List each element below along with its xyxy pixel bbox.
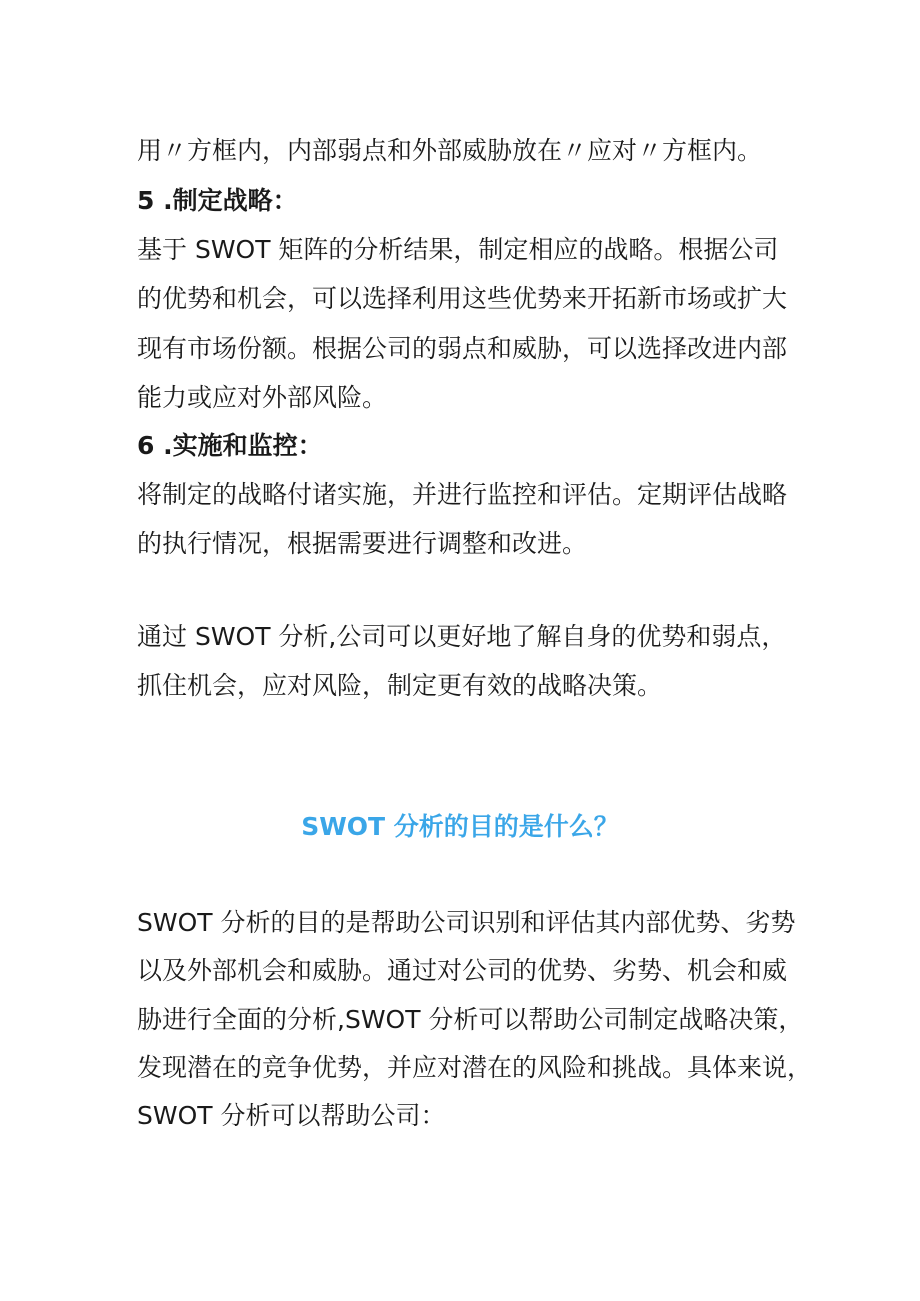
paragraph-line: 用〃方框内，内部弱点和外部威胁放在〃应对〃方框内。 [137,136,763,165]
paragraph-line: 基于 SWOT 矩阵的分析结果，制定相应的战略。根据公司 [137,235,779,264]
summary-line: 抓住机会，应对风险，制定更有效的战略决策。 [137,671,663,700]
paragraph-line: 的执行情况，根据需要进行调整和改进。 [137,529,588,558]
section-paragraph-line: 胁进行全面的分析,SWOT 分析可以帮助公司制定战略决策， [137,1005,804,1034]
section-paragraph-line: 发现潜在的竞争优势，并应对潜在的风险和挑战。具体来说， [137,1053,813,1082]
paragraph-line: 的优势和机会，可以选择利用这些优势来开拓新市场或扩大 [137,284,788,313]
section-paragraph-line: SWOT 分析可以帮助公司： [137,1101,446,1130]
paragraph-line: 现有市场份额。根据公司的弱点和威胁，可以选择改进内部 [137,334,788,363]
section-paragraph-line: SWOT 分析的目的是帮助公司识别和评估其内部优势、劣势 [137,908,796,937]
section-title: SWOT 分析的目的是什么？ [301,812,619,841]
paragraph-line: 能力或应对外部风险。 [137,383,388,412]
step-heading-implement: 6 .实施和监控： [137,431,323,460]
summary-line: 通过 SWOT 分析,公司可以更好地了解自身的优势和弱点， [137,622,787,651]
step-heading-strategy: 5 .制定战略： [137,186,298,215]
paragraph-line: 将制定的战略付诸实施，并进行监控和评估。定期评估战略 [137,480,788,509]
section-paragraph-line: 以及外部机会和威胁。通过对公司的优势、劣势、机会和威 [137,956,788,985]
